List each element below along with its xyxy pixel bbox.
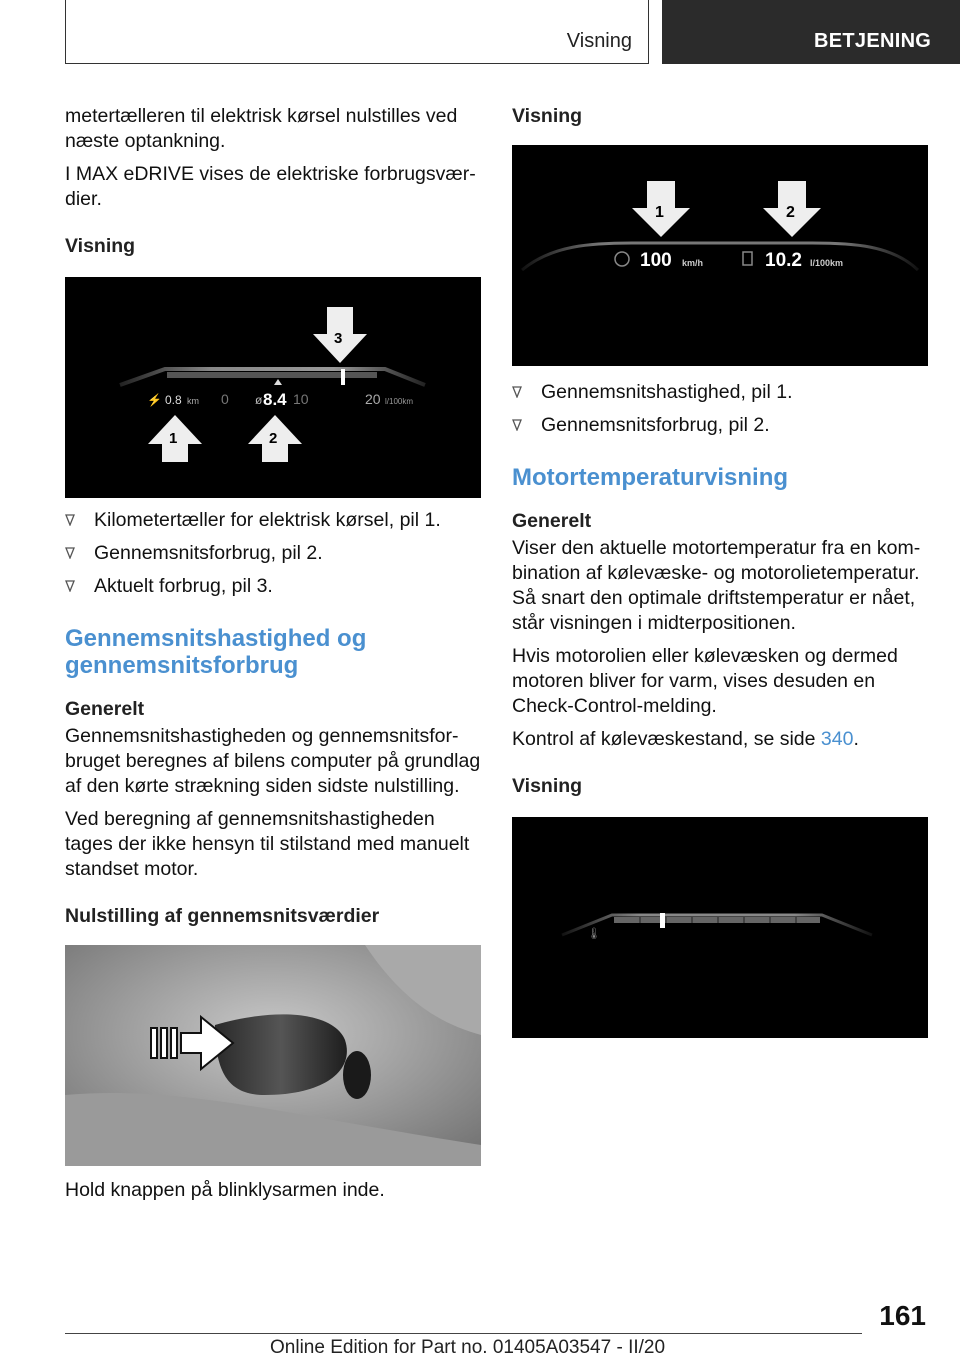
section-title-average: Gennemsnitshastighed og gennemsnitsforbrug [65,625,367,679]
list-item [512,413,928,438]
engine-general-paragraph-2: Hvis motorolien eller kølevæsken og dermed motoren bliver for varm, vises desuden en Check-Control-melding. [512,645,898,717]
temperature-marker [660,913,665,928]
scale-tick-10: 10 [293,391,309,407]
press-indicator-icon [151,1028,177,1058]
average-consumption-value: 8.4 [263,390,287,409]
triangle-bullet-icon [65,547,75,559]
footer-edition: Online Edition for Part no. 01405A03547 - II/20 [270,1337,666,1358]
coolant-reference-end: . [853,728,859,750]
visning-heading-right: Visning [512,105,583,127]
list-item [65,574,481,599]
average-speed-figure [512,145,928,366]
list-item [65,508,481,533]
general-heading: Generelt [65,698,145,720]
average-symbol: ø [255,393,263,407]
average-speed-value: 100 [640,250,672,271]
consumption-display-svg [65,277,481,498]
coolant-reference [512,727,928,752]
arrow-2-label: 2 [786,204,795,221]
left-column [65,104,481,1211]
general-heading-right: Generelt [512,510,592,532]
coolant-temperature-icon: 🌡 [587,927,601,940]
arrow-2-label: 2 [269,430,278,447]
average-marker-icon [274,379,282,385]
intro-paragraph-2: I MAX eDRIVE vises de elektriske forbrugsvær-dier. [65,163,476,210]
visning-heading: Visning [65,235,136,257]
arrow-3-label: 3 [334,330,343,347]
average-consumption-unit: l/100km [810,258,844,268]
gauge-current-marker [341,369,345,385]
arrow-1-label: 1 [169,430,178,447]
page-link-340[interactable]: 340 [820,728,854,750]
turn-signal-lever-svg [65,945,481,1166]
average-consumption-value: 10.2 [765,250,802,271]
triangle-bullet-icon [65,580,75,592]
list-item-text: Gennemsnitshastighed, pil 1. [541,381,793,403]
triangle-bullet-icon [65,514,75,526]
display-frame-arc [522,243,918,270]
section-title-engine-temp: Motortemperaturvisning [512,464,789,491]
header-section-title: Visning [566,30,632,52]
list-item-text: Gennemsnitsforbrug, pil 2. [94,542,323,564]
electric-distance-unit: km [187,396,199,406]
average-speed-unit: km/h [682,258,704,268]
right-bullet-list [512,380,928,438]
footer-divider [65,1333,862,1334]
consumption-unit: l/100km [385,397,414,406]
list-item [65,541,481,566]
triangle-bullet-icon [512,419,522,431]
coolant-reference-text: Kontrol af kølevæskestand, se side [512,728,821,750]
intro-paragraph-1: metertælleren til elektrisk kørsel nulstilles ved næste optankning. [65,105,458,152]
electric-drive-icon: ⚡ [147,393,162,407]
engine-temperature-figure [512,817,928,1038]
page-number: 161 [879,1300,926,1331]
lever-stalk-shape [343,1051,371,1099]
scale-tick-0: 0 [221,391,229,407]
header-chapter-tab: BETJENING [662,0,960,64]
list-item [512,380,928,405]
consumption-display-figure [65,277,481,498]
reset-heading: Nulstilling af gennemsnitsværdier [65,905,380,927]
general-paragraph-2: Ved beregning af gennemsnitshastigheden tages der ikke hensyn til stilstand med manuelt standset motor. [65,808,470,880]
figure-caption: Hold knappen på blinklysarmen inde. [65,1179,385,1201]
visning-heading-right-2: Visning [512,775,583,797]
average-speed-svg [512,145,928,366]
list-item-text: Kilometertæller for elektrisk kørsel, pil 1. [94,509,441,531]
engine-temperature-svg [512,817,928,1038]
gauge-bar [167,372,377,378]
right-column [512,104,928,1038]
engine-general-paragraph-1: Viser den aktuelle motortemperatur fra en kom-bination af kølevæske- og motorolietemperatur. Så snart den optimale driftstemperatur er nået, står visningen i midterpositionen. [512,537,921,634]
temperature-gauge-bar [614,917,820,923]
electric-distance-value: 0.8 [165,393,182,407]
arrow-1-label: 1 [655,204,664,221]
turn-signal-lever-figure [65,945,481,1166]
scale-tick-20: 20 [365,391,381,407]
left-bullet-list [65,508,481,599]
general-paragraph-1: Gennemsnitshastigheden og gennemsnitsfor-bruget beregnes af bilens computer på grundlag af den kørte strækning siden sidste nulstilling. [65,725,481,797]
speedometer-icon [615,252,629,266]
running-header [65,0,649,64]
fuel-pump-icon [743,252,752,265]
triangle-bullet-icon [512,386,522,398]
list-item-text: Gennemsnitsforbrug, pil 2. [541,414,770,436]
list-item-text: Aktuelt forbrug, pil 3. [94,575,273,597]
